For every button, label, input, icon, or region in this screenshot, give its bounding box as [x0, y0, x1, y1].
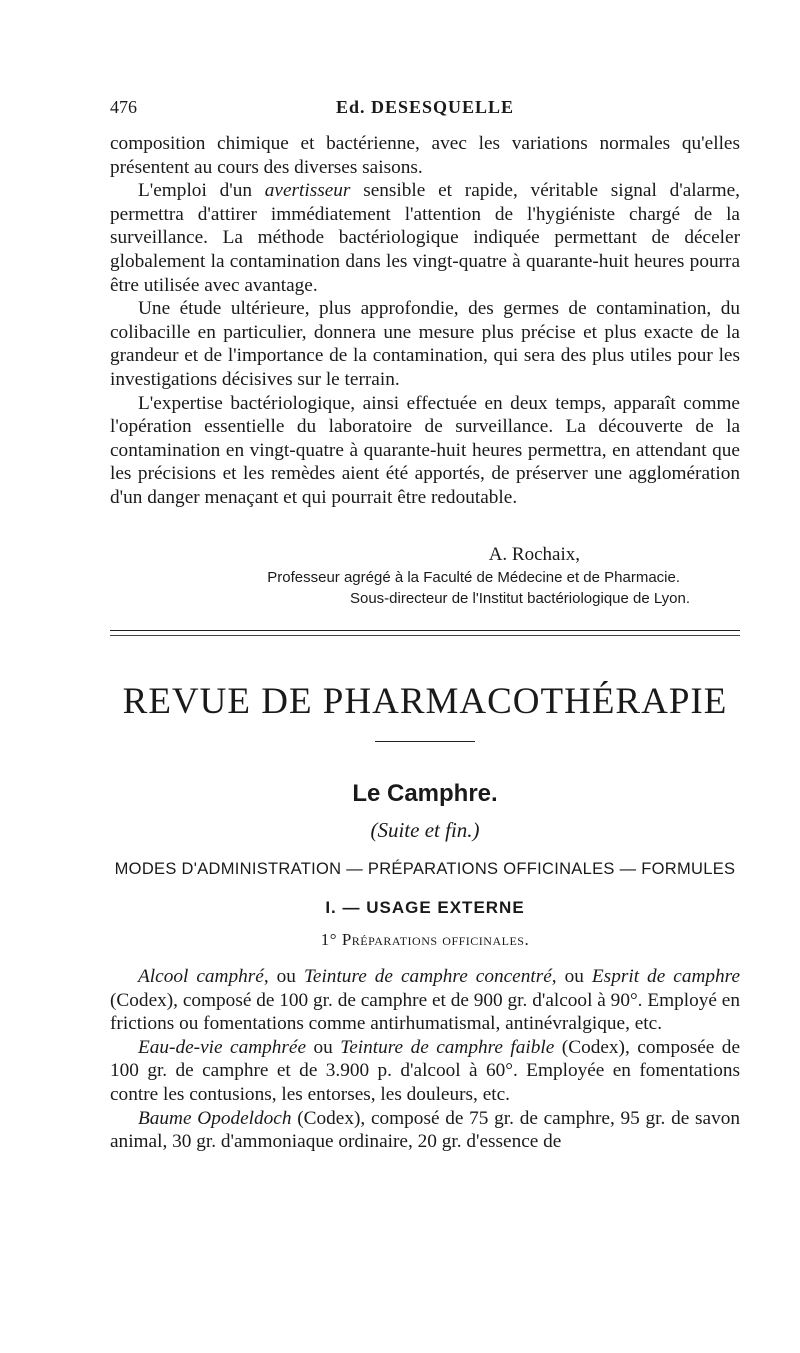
section-title: REVUE DE PHARMACOTHÉRAPIE: [122, 681, 728, 722]
text-run: (Codex), composé de 100 gr. de camphre et de 900 gr. d'alcool à 90°. Employé en frictions ou fomentations comme antirhumatismal, antinévralgique, etc.: [110, 989, 740, 1035]
text-run: ou: [306, 1036, 341, 1058]
title-underline: [375, 741, 475, 742]
text-run: L'emploi d'un: [138, 180, 265, 202]
intro-text: [110, 132, 740, 510]
paragraph-eau-de-vie: [110, 1036, 740, 1107]
paragraph-1: composition chimique et bactérienne, avec les variations normales qu'elles présentent au cours des diverses saisons.: [110, 133, 740, 178]
text-run: , ou: [551, 966, 592, 987]
italic-term: avertisseur: [264, 180, 351, 202]
paragraph-3: Une étude ultérieure, plus approfondie, des germes de contamination, du colibacille en particulier, donnera une mesure plus précise et plus exacte de la grandeur et de l'importance de la contamination, qui sera des plus utiles pour les investigations décisives sur le terrain.: [110, 298, 740, 390]
italic-term: Alcool camphré: [138, 966, 264, 987]
italic-term: Teinture de camphre concentré: [303, 966, 552, 987]
author-title-2: Sous-directeur de l'Institut bactériologique de Lyon.: [349, 590, 690, 607]
text-run: (Codex), composé de 75 gr. de camphre, 95 gr. de savon animal, 30 gr. d'ammoniaque ordinaire, 20 gr. d'essence de: [110, 1107, 740, 1153]
text-run: sensible et rapide, véritable signal d'alarme, permettra d'attirer immédiatement l'attention de l'hygiéniste chargé de la surveillance. La méthode bactériologique indiquée permettant de déceler globalement la contamination dans les vingt-quatre à quarante-huit heures pourra être utilisée avec avantage.: [110, 180, 740, 296]
running-head: Ed. DESESQUELLE: [335, 97, 515, 117]
paragraph-4: L'expertise bactériologique, ainsi effectuée en deux temps, apparaît comme l'opération essentielle du laboratoire de surveillance. La découverte de la contamination en vingt-quatre à quarante-huit heures permettra, en attendant que les précisions et les remèdes aient été apportés, de préserver une agglomération d'un danger menaçant et qui pourrait être redoutable.: [110, 392, 740, 508]
page-header: [110, 97, 740, 123]
italic-term: Esprit de camphre: [591, 966, 741, 987]
preparations-heading: 1° Préparations officinales.: [320, 930, 530, 949]
usage-heading: I. — USAGE EXTERNE: [325, 898, 525, 917]
paragraph-baume: [110, 1107, 740, 1154]
divider-rule: [110, 635, 740, 636]
italic-term: Eau-de-vie camphrée: [138, 1036, 307, 1058]
article-subject: Le Camphre.: [352, 780, 498, 807]
paragraph-2: [110, 179, 740, 297]
author-name: A. Rochaix,: [488, 544, 580, 565]
author-title-1: Professeur agrégé à la Faculté de Médecine et de Pharmacie.: [267, 569, 680, 586]
page-number: 476: [110, 97, 137, 117]
italic-term: Teinture de camphre faible: [340, 1036, 555, 1058]
divider-rule: [110, 630, 740, 631]
author-signature: [110, 543, 740, 609]
italic-term: Baume Opodeldoch: [138, 1107, 292, 1129]
preparations-text: [110, 965, 740, 1154]
article-subject-note: (Suite et fin.): [370, 818, 480, 842]
text-run: , ou: [263, 966, 304, 987]
modes-heading: MODES D'ADMINISTRATION — PRÉPARATIONS OFFICINALES — FORMULES: [114, 860, 736, 878]
text-run: (Codex), composée de 100 gr. de camphre et de 3.900 p. d'alcool à 60°. Employée en fomentations contre les contusions, les entorses, les douleurs, etc.: [110, 1036, 741, 1105]
paragraph-alcool: [110, 965, 740, 1036]
